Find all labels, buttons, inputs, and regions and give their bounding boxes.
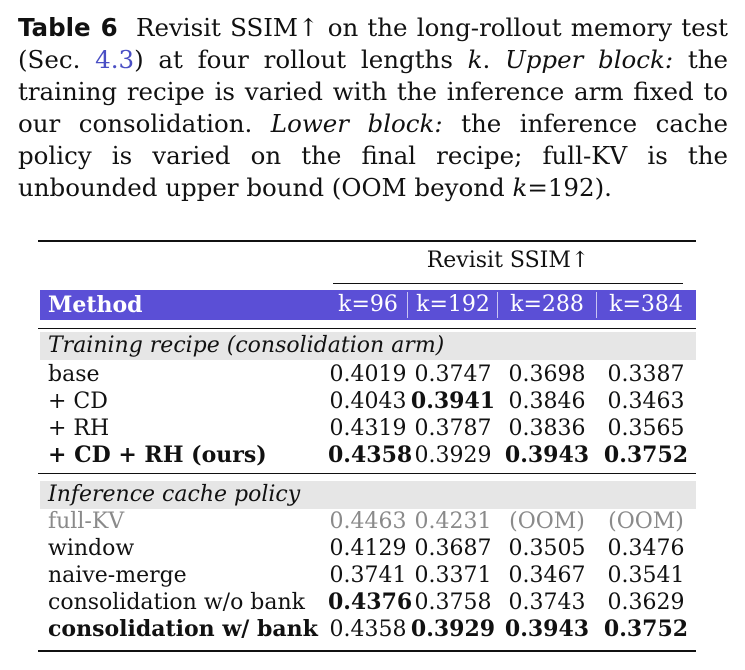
cell-value: 0.3541 <box>607 563 685 588</box>
table-row <box>40 442 696 469</box>
table-row <box>40 616 696 643</box>
cell-value: 0.4019 <box>329 362 407 387</box>
cell-value: 0.3371 <box>414 563 492 588</box>
header-k288: k=288 <box>510 292 584 317</box>
caption-text-2: ) at four rollout lengths <box>134 45 468 74</box>
row-label: + CD + RH (ours) <box>48 442 267 468</box>
group-header-inference <box>40 481 696 509</box>
cell-value: 0.3387 <box>607 362 685 387</box>
cell-value: 0.4358 <box>329 617 407 642</box>
caption-label: Table 6 <box>18 13 118 42</box>
cell-value: 0.4043 <box>329 389 407 414</box>
cell-value: 0.3463 <box>607 389 685 414</box>
table-row <box>40 388 696 415</box>
cell-value: 0.4376 <box>328 589 413 615</box>
header-k96: k=96 <box>338 292 398 317</box>
cell-value: 0.3505 <box>508 536 586 561</box>
cell-value: 0.3787 <box>414 416 492 441</box>
row-label: naive-merge <box>48 563 187 588</box>
cell-value: 0.3687 <box>414 536 492 561</box>
row-label: base <box>48 362 100 387</box>
cell-value: 0.3758 <box>414 590 492 615</box>
header-rule <box>38 328 696 329</box>
cell-value: 0.3747 <box>414 362 492 387</box>
cell-value: 0.3741 <box>329 563 407 588</box>
caption-upper-label: Upper block: <box>505 45 674 74</box>
caption-text-4: the training recipe is varied with the inference arm fixed to our consolidation. <box>18 45 729 138</box>
top-rule <box>38 240 696 242</box>
cell-value: 0.3943 <box>504 616 590 642</box>
caption-text-6: =192). <box>527 173 612 202</box>
supergroup-rule <box>333 283 683 284</box>
cell-value: 0.4358 <box>328 442 413 468</box>
table-row <box>40 589 696 616</box>
bottom-rule <box>38 650 696 652</box>
cell-value: (OOM) <box>509 509 585 534</box>
row-label: + CD <box>48 389 108 414</box>
table-row <box>40 361 696 388</box>
cell-value: 0.3476 <box>607 536 685 561</box>
table-caption <box>18 12 728 204</box>
cell-value: 0.3943 <box>504 442 590 468</box>
caption-k2: k <box>512 173 528 202</box>
group-label-training: Training recipe (consolidation arm) <box>48 333 445 358</box>
cell-value: 0.3629 <box>607 590 685 615</box>
table-row <box>40 415 696 442</box>
cell-value: 0.3743 <box>508 590 586 615</box>
cell-value: 0.4231 <box>414 509 492 534</box>
group-label-inference: Inference cache policy <box>48 482 301 507</box>
table-row <box>40 508 696 535</box>
cell-value: 0.3929 <box>414 443 492 468</box>
caption-text-5: the inference cache policy is varied on the final recipe; full-KV is the unbounded upper bound (OOM beyond <box>18 109 728 202</box>
table-row <box>40 562 696 589</box>
row-label: + RH <box>48 416 110 441</box>
caption-text-1: Revisit SSIM↑ on the long-rollout memory test (Sec. <box>18 13 728 74</box>
header-k384: k=384 <box>609 292 683 317</box>
table-row <box>40 535 696 562</box>
cell-value: 0.3467 <box>508 563 586 588</box>
row-label: full-KV <box>48 509 125 534</box>
cell-value: (OOM) <box>608 509 684 534</box>
cell-value: 0.4319 <box>329 416 407 441</box>
cell-value: 0.3698 <box>508 362 586 387</box>
caption-k: k <box>467 45 483 74</box>
header-k192: k=192 <box>416 292 490 317</box>
row-label: consolidation w/ bank <box>48 616 318 642</box>
supergroup-header: Revisit SSIM↑ <box>426 248 590 273</box>
cell-value: 0.3752 <box>603 442 689 468</box>
cell-value: 0.3929 <box>410 616 496 642</box>
cell-value: 0.3836 <box>508 416 586 441</box>
caption-text-3: . <box>482 45 506 74</box>
cell-value: 0.3941 <box>410 388 496 414</box>
row-label: consolidation w/o bank <box>48 590 306 615</box>
caption-lower-label: Lower block: <box>270 109 443 138</box>
cell-value: 0.3846 <box>508 389 586 414</box>
header-row <box>40 290 696 320</box>
cell-value: 0.3565 <box>607 416 685 441</box>
section-reference-link[interactable]: 4.3 <box>95 45 135 74</box>
cell-value: 0.4463 <box>329 509 407 534</box>
group-header-training <box>40 332 696 360</box>
block-rule <box>38 473 696 474</box>
header-method: Method <box>48 292 143 318</box>
row-label: window <box>48 536 135 561</box>
cell-value: 0.4129 <box>329 536 407 561</box>
cell-value: 0.3752 <box>603 616 689 642</box>
